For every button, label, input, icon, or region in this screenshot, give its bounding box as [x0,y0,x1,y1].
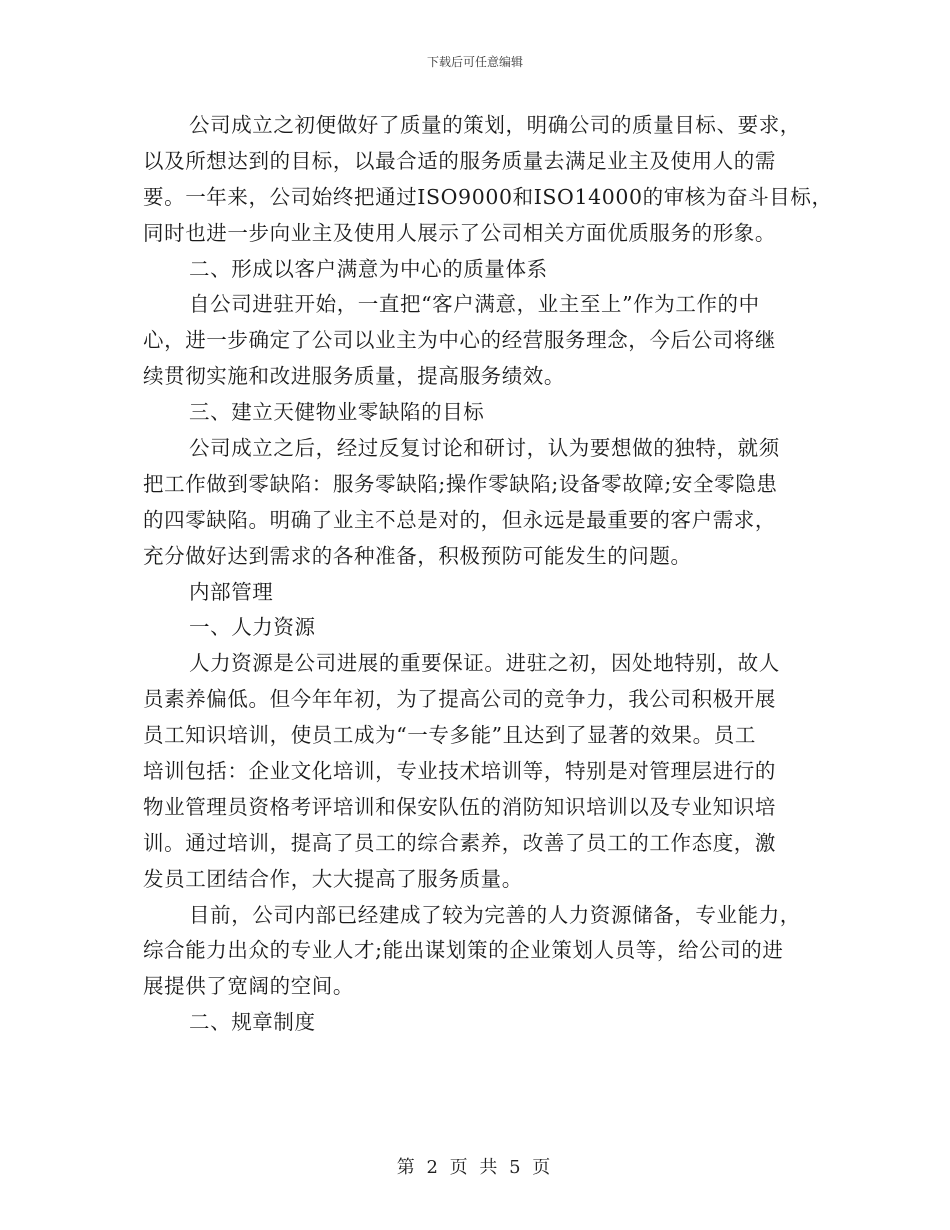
section-heading: 二、规章制度 [189,1010,316,1035]
section-heading: 内部管理 [189,579,274,604]
paragraph-line: 员素养偏低。但今年年初，为了提高公司的竞争力，我公司积极开展 [143,687,776,712]
paragraph-line: 心，进一步确定了公司以业主为中心的经营服务理念，今后公司将继 [143,328,776,353]
paragraph-line: 把工作做到零缺陷：服务零缺陷;操作零缺陷;设备零故障;安全零隐患 [143,471,778,496]
paragraph-line: 同时也进一步向业主及使用人展示了公司相关方面优质服务的形象。 [143,220,776,245]
paragraph-line: 培训包括：企业文化培训，专业技术培训等，特别是对管理层进行的 [143,759,776,784]
paragraph-line: 发员工团结合作，大大提高了服务质量。 [143,866,523,891]
section-heading: 二、形成以客户满意为中心的质量体系 [189,256,548,281]
paragraph-line: 以及所想达到的目标，以最合适的服务质量去满足业主及使用人的需 [143,148,776,173]
section-heading: 一、人力资源 [189,615,316,640]
paragraph-line: 展提供了宽阔的空间。 [143,974,354,999]
paragraph-line: 公司成立之初便做好了质量的策划，明确公司的质量目标、要求， [189,113,801,137]
paragraph-line: 员工知识培训，使员工成为“一专多能”且达到了显著的效果。员工 [143,723,756,748]
section-heading: 三、建立天健物业零缺陷的目标 [189,400,485,425]
page-header: 下载后可任意编辑 [426,55,523,69]
paragraph-line: 公司成立之后，经过反复讨论和研讨，认为要想做的独特，就须 [189,436,780,461]
paragraph-line: 充分做好达到需求的各种准备，积极预防可能发生的问题。 [143,543,692,568]
paragraph-line: 训。通过培训，提高了员工的综合素养，改善了员工的工作态度，激 [143,830,776,855]
paragraph-line: 人力资源是公司进展的重要保证。进驻之初，因处地特别，故人 [189,651,780,676]
paragraph-line: 的四零缺陷。明确了业主不总是对的，但永远是最重要的客户需求， [143,507,776,532]
paragraph-line: 续贯彻实施和改进服务质量，提高服务绩效。 [143,364,565,389]
document-body [143,108,833,1041]
paragraph-line: 要。一年来，公司始终把通过ISO9000和ISO14000的审核为奋斗目标， [143,184,833,209]
paragraph-line: 物业管理员资格考评培训和保安队伍的消防知识培训以及专业知识培 [143,794,776,819]
page-footer: 第 2 页 共 5 页 [396,1157,554,1178]
paragraph-line: 目前，公司内部已经建成了较为完善的人力资源储备，专业能力， [189,902,801,927]
paragraph-line: 综合能力出众的专业人才;能出谋划策的企业策划人员等，给公司的进 [143,938,784,963]
paragraph-line: 自公司进驻开始，一直把“客户满意，业主至上”作为工作的中 [189,292,760,317]
